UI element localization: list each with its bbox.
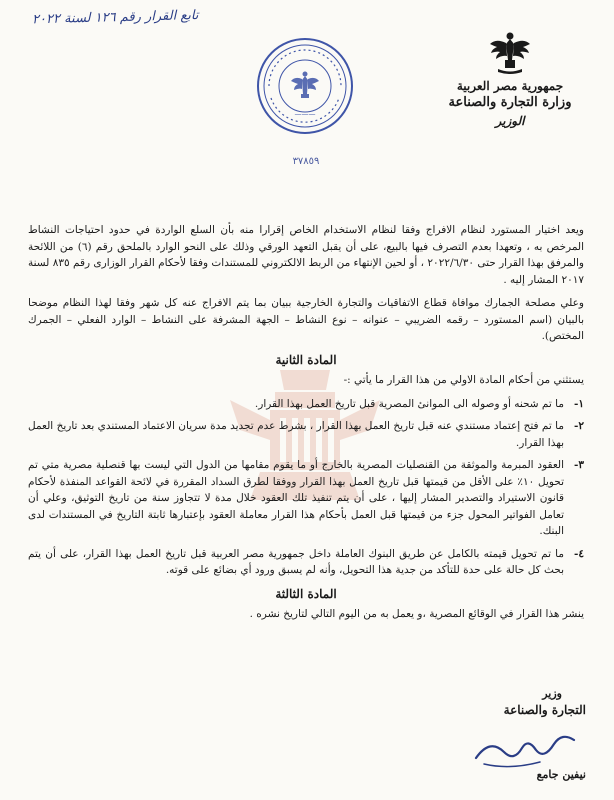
signature-block	[452, 686, 592, 782]
exceptions-list	[28, 396, 584, 579]
article-two-title: المادة الثانية	[275, 352, 337, 367]
handwritten-note: تابع القرار رقم ١٢٦ لسنة ٢٠٢٢	[31, 8, 199, 28]
paragraph-customs-authority: وعلي مصلحة الجمارك موافاة قطاع الاتفاقيات والتجارة الخارجية ببيان بما يتم الافراج عنه كل شهر وفقا لهذا النظام موضحا بالبيان (اسم المستورد – رقمه الضريبي – عنوانه – نوع النشاط – الجهة المشرفة على النشاط – الوارد الفعلي – الجمرك المختص).	[28, 297, 584, 342]
list-item-number: ٣-	[574, 459, 584, 471]
office-name: الوزير	[495, 114, 525, 128]
decree-body	[28, 222, 584, 630]
handwritten-signature	[470, 718, 580, 774]
signatory-title: وزير	[542, 687, 562, 700]
list-item	[28, 457, 584, 540]
list-item	[28, 546, 584, 579]
seal-serial-number: ٣٧٨٥٩	[292, 156, 320, 167]
paragraph-release-system: ويعد اختيار المستورد لنظام الافراج وفقا لنظام الاستخدام الخاص إقرارا منه بأن السلع الواردة في حدود احتياجات النشاط المرخص به ، وتعهدا بعدم التصرف فيها بالبيع، على أن يقبل التعهد الورقي وذلك على النحو الوارد بالملحق رقم (٦) من اللائحة والمرفق بهذا القرار حتى ٢٠٢٢/٦/٣٠ ، أو لحين الإنتهاء من الربط الالكتروني للمستندات وفقا لأحكام القرار الوزارى رقم ٨٣٥ لسنة ٢٠١٧ المشار إليه .	[28, 224, 585, 286]
list-item-text: ما تم شحنه أو وصوله الى الموانئ المصرية قبل تاريخ العمل بهذا القرار.	[254, 397, 564, 410]
list-item	[28, 396, 584, 413]
ministry-header	[440, 30, 580, 130]
eagle-emblem-icon	[488, 30, 532, 76]
list-item-number: ١-	[574, 397, 584, 410]
svg-text:———: ———	[294, 110, 316, 118]
list-item-text: ما تم فتح إعتماد مستندي عنه قبل تاريخ العمل بهذا القرار ، بشرط عدم تجديد مدة سريان الاعتماد المستندي بعد تاريخ العمل بهذا القرار.	[28, 420, 564, 449]
article-two-lead: يستثني من أحكام المادة الاولي من هذا القرار ما يأتي :-	[343, 374, 584, 386]
ministry-seal-stamp	[255, 36, 355, 136]
list-item-number: ٢-	[574, 420, 584, 432]
signatory-name: نيفين جامع	[536, 768, 586, 781]
list-item-number: ٤-	[574, 547, 584, 560]
signatory-ministry: التجارة والصناعة	[503, 703, 586, 717]
ministry-name: وزارة التجارة والصناعة	[448, 95, 572, 110]
list-item-text: العقود المبرمة والموثقة من القنصليات المصرية بالخارج أو ما يقوم مقامها من الدول التي ليست بها قنصلية مصرية متي تم تحويل ١٠٪ على الأقل من قيمتها قبل تاريخ العمل بهذا القرار ووفقا لطرق السداد المقررة في لائحة القواعد المنفذة لأحكام قانون الاستيراد والتصدير المشار إليها ، على أن يتم تنفيذ تلك العقود خلال مدة لا تتجاوز سنة من تاريخ التوثيق، وعلي أن تعامل الفواتير المحول جزء من قيمتها قبل العمل بأحكام هذا القرار معاملة العقود بإعتبارها ثابتة التاريخ في المستندات لدى البنك.	[28, 459, 564, 537]
list-item-text: ما تم تحويل قيمته بالكامل عن طريق البنوك العاملة داخل جمهورية مصر العربية قبل تاريخ العمل بهذا القرار، على أن يتم بحث كل حالة على حدة للتأكد من جدية هذا التحويل، وأنه لم يسبق ورود أي بضائع على قوته.	[28, 547, 564, 576]
list-item	[28, 418, 584, 451]
article-three-text: ينشر هذا القرار في الوقائع المصرية ،و يعمل به من اليوم التالي لتاريخ نشره .	[249, 608, 584, 620]
article-three-title: المادة الثالثة	[275, 586, 337, 601]
republic-name: جمهورية مصر العربية	[456, 79, 564, 93]
